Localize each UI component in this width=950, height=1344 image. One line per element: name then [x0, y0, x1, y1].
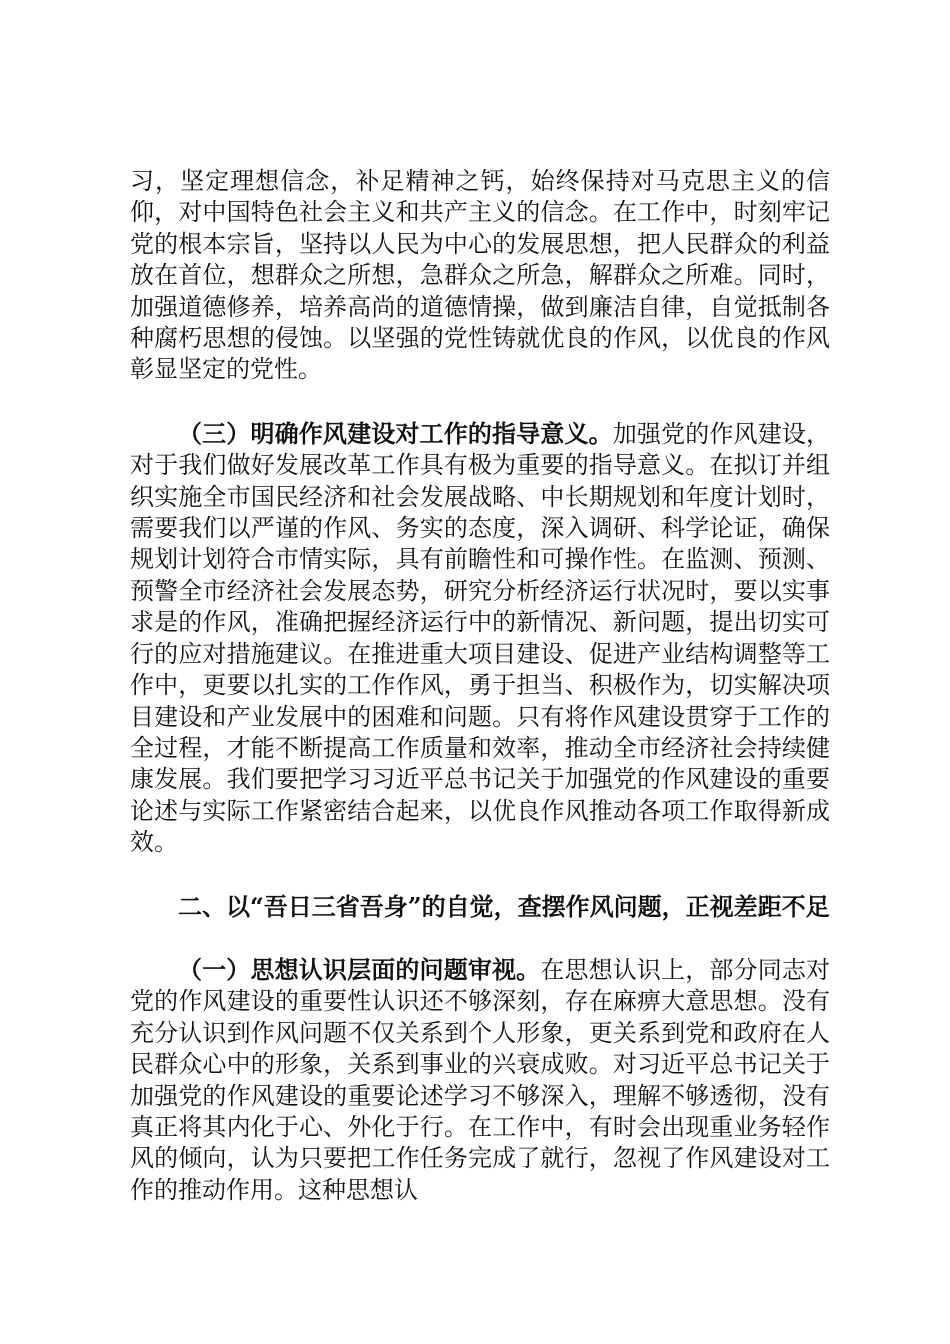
- paragraph-heading: （一）思想认识层面的问题审视。: [178, 954, 541, 984]
- section-heading: 二、以“吾日三省吾身”的自觉，查摆作风问题，正视差距不足: [178, 891, 830, 921]
- paragraph-section-3: [130, 418, 830, 859]
- document-page: [130, 166, 830, 1206]
- paragraph-heading: （三）明确作风建设对工作的指导意义。: [178, 418, 613, 448]
- paragraph-body: 在思想认识上，部分同志对党的作风建设的重要性认识还不够深刻，存在麻痹大意思想。没有充分认识到作风问题不仅关系到个人形象，更关系到党和政府在人民群众心中的形象，关系到事业的兴衰成败。对习近平总书记关于加强党的作风建设的重要论述学习不够深入，理解不够透彻，没有真正将其内化于心、外化于行。在工作中，有时会出现重业务轻作风的倾向，认为只要把工作任务完成了就行，忽视了作风建设对工作的推动作用。这种思想认: [130, 955, 831, 1204]
- paragraph-continuation: 习，坚定理想信念，补足精神之钙，始终保持对马克思主义的信仰，对中国特色社会主义和共产主义的信念。在工作中，时刻牢记党的根本宗旨，坚持以人民为中心的发展思想，把人民群众的利益放在首位，想群众之所想，急群众之所急，解群众之所难。同时，加强道德修养，培养高尚的道德情操，做到廉洁自律，自觉抵制各种腐朽思想的侵蚀。以坚强的党性铸就优良的作风，以优良的作风彰显坚定的党性。: [130, 167, 830, 384]
- paragraph-section-1: [130, 954, 830, 1206]
- paragraph-body: 加强党的作风建设，对于我们做好发展改革工作具有极为重要的指导意义。在拟订并组织实施全市国民经济和社会发展战略、中长期规划和年度计划时，需要我们以严谨的作风、务实的态度，深入调研、科学论证，确保规划计划符合市情实际，具有前瞻性和可操作性。在监测、预测、预警全市经济社会发展态势，研究分析经济运行状况时，要以实事求是的作风，准确把握经济运行中的新情况、新问题，提出切实可行的应对措施建议。在推进重大项目建设、促进产业结构调整等工作中，更要以扎实的工作作风，勇于担当、积极作为，切实解决项目建设和产业发展中的困难和问题。只有将作风建设贯穿于工作的全过程，才能不断提高工作质量和效率，推动全市经济社会持续健康发展。我们要把学习习近平总书记关于加强党的作风建设的重要论述与实际工作紧密结合起来，以优良作风推动各项工作取得新成效。: [130, 419, 831, 857]
